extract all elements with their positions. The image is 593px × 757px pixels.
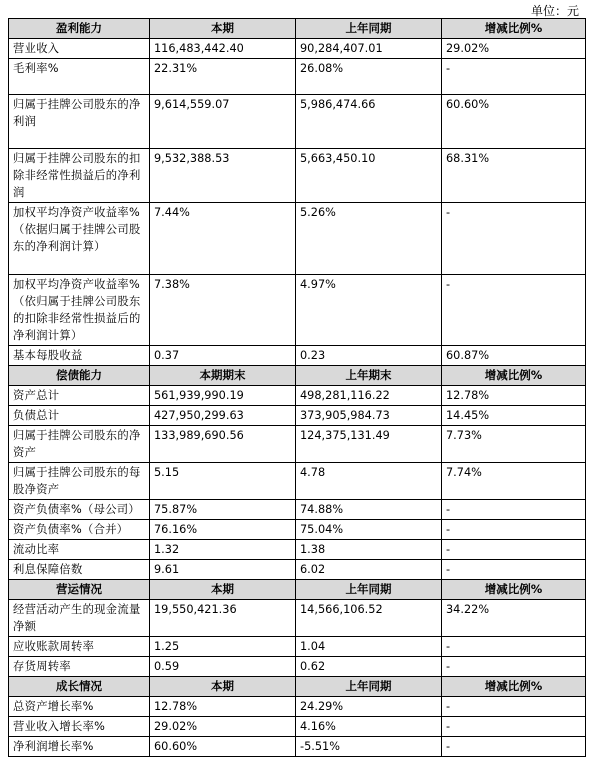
value-cell: 5.26% [296,203,442,275]
row-label: 资产负债率%（合并） [9,520,150,540]
row-label: 资产负债率%（母公司） [9,500,150,520]
value-cell: 12.78% [442,386,586,406]
row-label: 负债总计 [9,406,150,426]
table-row [9,717,586,737]
row-label: 流动比率 [9,540,150,560]
value-cell: 1.25 [150,637,296,657]
header-cell: 增减比例% [442,19,586,39]
table-row [9,540,586,560]
row-label: 毛利率% [9,59,150,95]
table-row [9,697,586,717]
table-row [9,657,586,677]
value-cell: 74.88% [296,500,442,520]
table-row [9,386,586,406]
value-cell: 6.02 [296,560,442,580]
table-row [9,463,586,500]
value-cell: 561,939,990.19 [150,386,296,406]
header-cell: 营运情况 [9,580,150,600]
value-cell: 1.04 [296,637,442,657]
value-cell: 5,986,474.66 [296,95,442,149]
value-cell: -5.51% [296,737,442,757]
value-cell: 7.73% [442,426,586,463]
row-label: 加权平均净资产收益率%（依归属于挂牌公司股东的扣除非经常性损益后的净利润计算） [9,275,150,346]
value-cell: 427,950,299.63 [150,406,296,426]
value-cell: - [442,275,586,346]
value-cell: - [442,500,586,520]
value-cell: 498,281,116.22 [296,386,442,406]
value-cell: 7.38% [150,275,296,346]
section-header-operations [9,580,586,600]
financial-indicators-table [8,18,586,757]
row-label: 净利润增长率% [9,737,150,757]
unit-label: 单位：元 [530,4,579,18]
value-cell: - [442,697,586,717]
table-row [9,600,586,637]
value-cell: 75.04% [296,520,442,540]
header-cell: 上年同期 [296,19,442,39]
value-cell: - [442,637,586,657]
row-label: 利息保障倍数 [9,560,150,580]
section-header-solvency [9,366,586,386]
header-cell: 本期期末 [150,366,296,386]
value-cell: 60.87% [442,346,586,366]
value-cell: 1.32 [150,540,296,560]
value-cell: 24.29% [296,697,442,717]
table-row [9,275,586,346]
row-label: 应收账款周转率 [9,637,150,657]
table-row [9,520,586,540]
header-cell: 偿债能力 [9,366,150,386]
value-cell: 5.15 [150,463,296,500]
value-cell: 76.16% [150,520,296,540]
value-cell: 0.59 [150,657,296,677]
value-cell: 1.38 [296,540,442,560]
row-label: 归属于挂牌公司股东的扣除非经常性损益后的净利润 [9,149,150,203]
value-cell: 75.87% [150,500,296,520]
value-cell: - [442,59,586,95]
value-cell: 34.22% [442,600,586,637]
header-cell: 上年期末 [296,366,442,386]
value-cell: 26.08% [296,59,442,95]
row-label: 存货周转率 [9,657,150,677]
value-cell: 68.31% [442,149,586,203]
row-label: 营业收入增长率% [9,717,150,737]
header-cell: 盈利能力 [9,19,150,39]
value-cell: 12.78% [150,697,296,717]
header-cell: 本期 [150,580,296,600]
value-cell: 0.37 [150,346,296,366]
value-cell: 60.60% [150,737,296,757]
section-header-profitability [9,19,586,39]
section-header-growth [9,677,586,697]
value-cell: 373,905,984.73 [296,406,442,426]
value-cell: 7.44% [150,203,296,275]
value-cell: - [442,737,586,757]
row-label: 总资产增长率% [9,697,150,717]
value-cell: - [442,560,586,580]
value-cell: 0.62 [296,657,442,677]
header-cell: 增减比例% [442,366,586,386]
value-cell: - [442,520,586,540]
header-cell: 增减比例% [442,580,586,600]
table-row [9,560,586,580]
value-cell: 4.97% [296,275,442,346]
value-cell: 14,566,106.52 [296,600,442,637]
table-row [9,500,586,520]
value-cell: 22.31% [150,59,296,95]
table-row [9,406,586,426]
value-cell: 29.02% [442,39,586,59]
value-cell: - [442,717,586,737]
value-cell: 7.74% [442,463,586,500]
table-row [9,149,586,203]
row-label: 归属于挂牌公司股东的净资产 [9,426,150,463]
value-cell: 9.61 [150,560,296,580]
table-row [9,426,586,463]
value-cell: 4.78 [296,463,442,500]
value-cell: - [442,540,586,560]
value-cell: 116,483,442.40 [150,39,296,59]
value-cell: 124,375,131.49 [296,426,442,463]
header-cell: 本期 [150,19,296,39]
value-cell: 29.02% [150,717,296,737]
row-label: 营业收入 [9,39,150,59]
header-cell: 上年同期 [296,580,442,600]
value-cell: 19,550,421.36 [150,600,296,637]
value-cell: 14.45% [442,406,586,426]
row-label: 资产总计 [9,386,150,406]
value-cell: 0.23 [296,346,442,366]
value-cell: 4.16% [296,717,442,737]
header-cell: 本期 [150,677,296,697]
header-cell: 增减比例% [442,677,586,697]
row-label: 归属于挂牌公司股东的每股净资产 [9,463,150,500]
row-label: 经营活动产生的现金流量净额 [9,600,150,637]
table-row [9,39,586,59]
value-cell: 60.60% [442,95,586,149]
table-row [9,95,586,149]
table-row [9,203,586,275]
value-cell: 9,532,388.53 [150,149,296,203]
table-row [9,346,586,366]
table-row [9,59,586,95]
value-cell: - [442,203,586,275]
value-cell: 9,614,559.07 [150,95,296,149]
header-cell: 成长情况 [9,677,150,697]
value-cell: - [442,657,586,677]
table-row [9,737,586,757]
value-cell: 90,284,407.01 [296,39,442,59]
value-cell: 5,663,450.10 [296,149,442,203]
header-cell: 上年同期 [296,677,442,697]
value-cell: 133,989,690.56 [150,426,296,463]
row-label: 加权平均净资产收益率%（依据归属于挂牌公司股东的净利润计算） [9,203,150,275]
row-label: 归属于挂牌公司股东的净利润 [9,95,150,149]
row-label: 基本每股收益 [9,346,150,366]
table-row [9,637,586,657]
